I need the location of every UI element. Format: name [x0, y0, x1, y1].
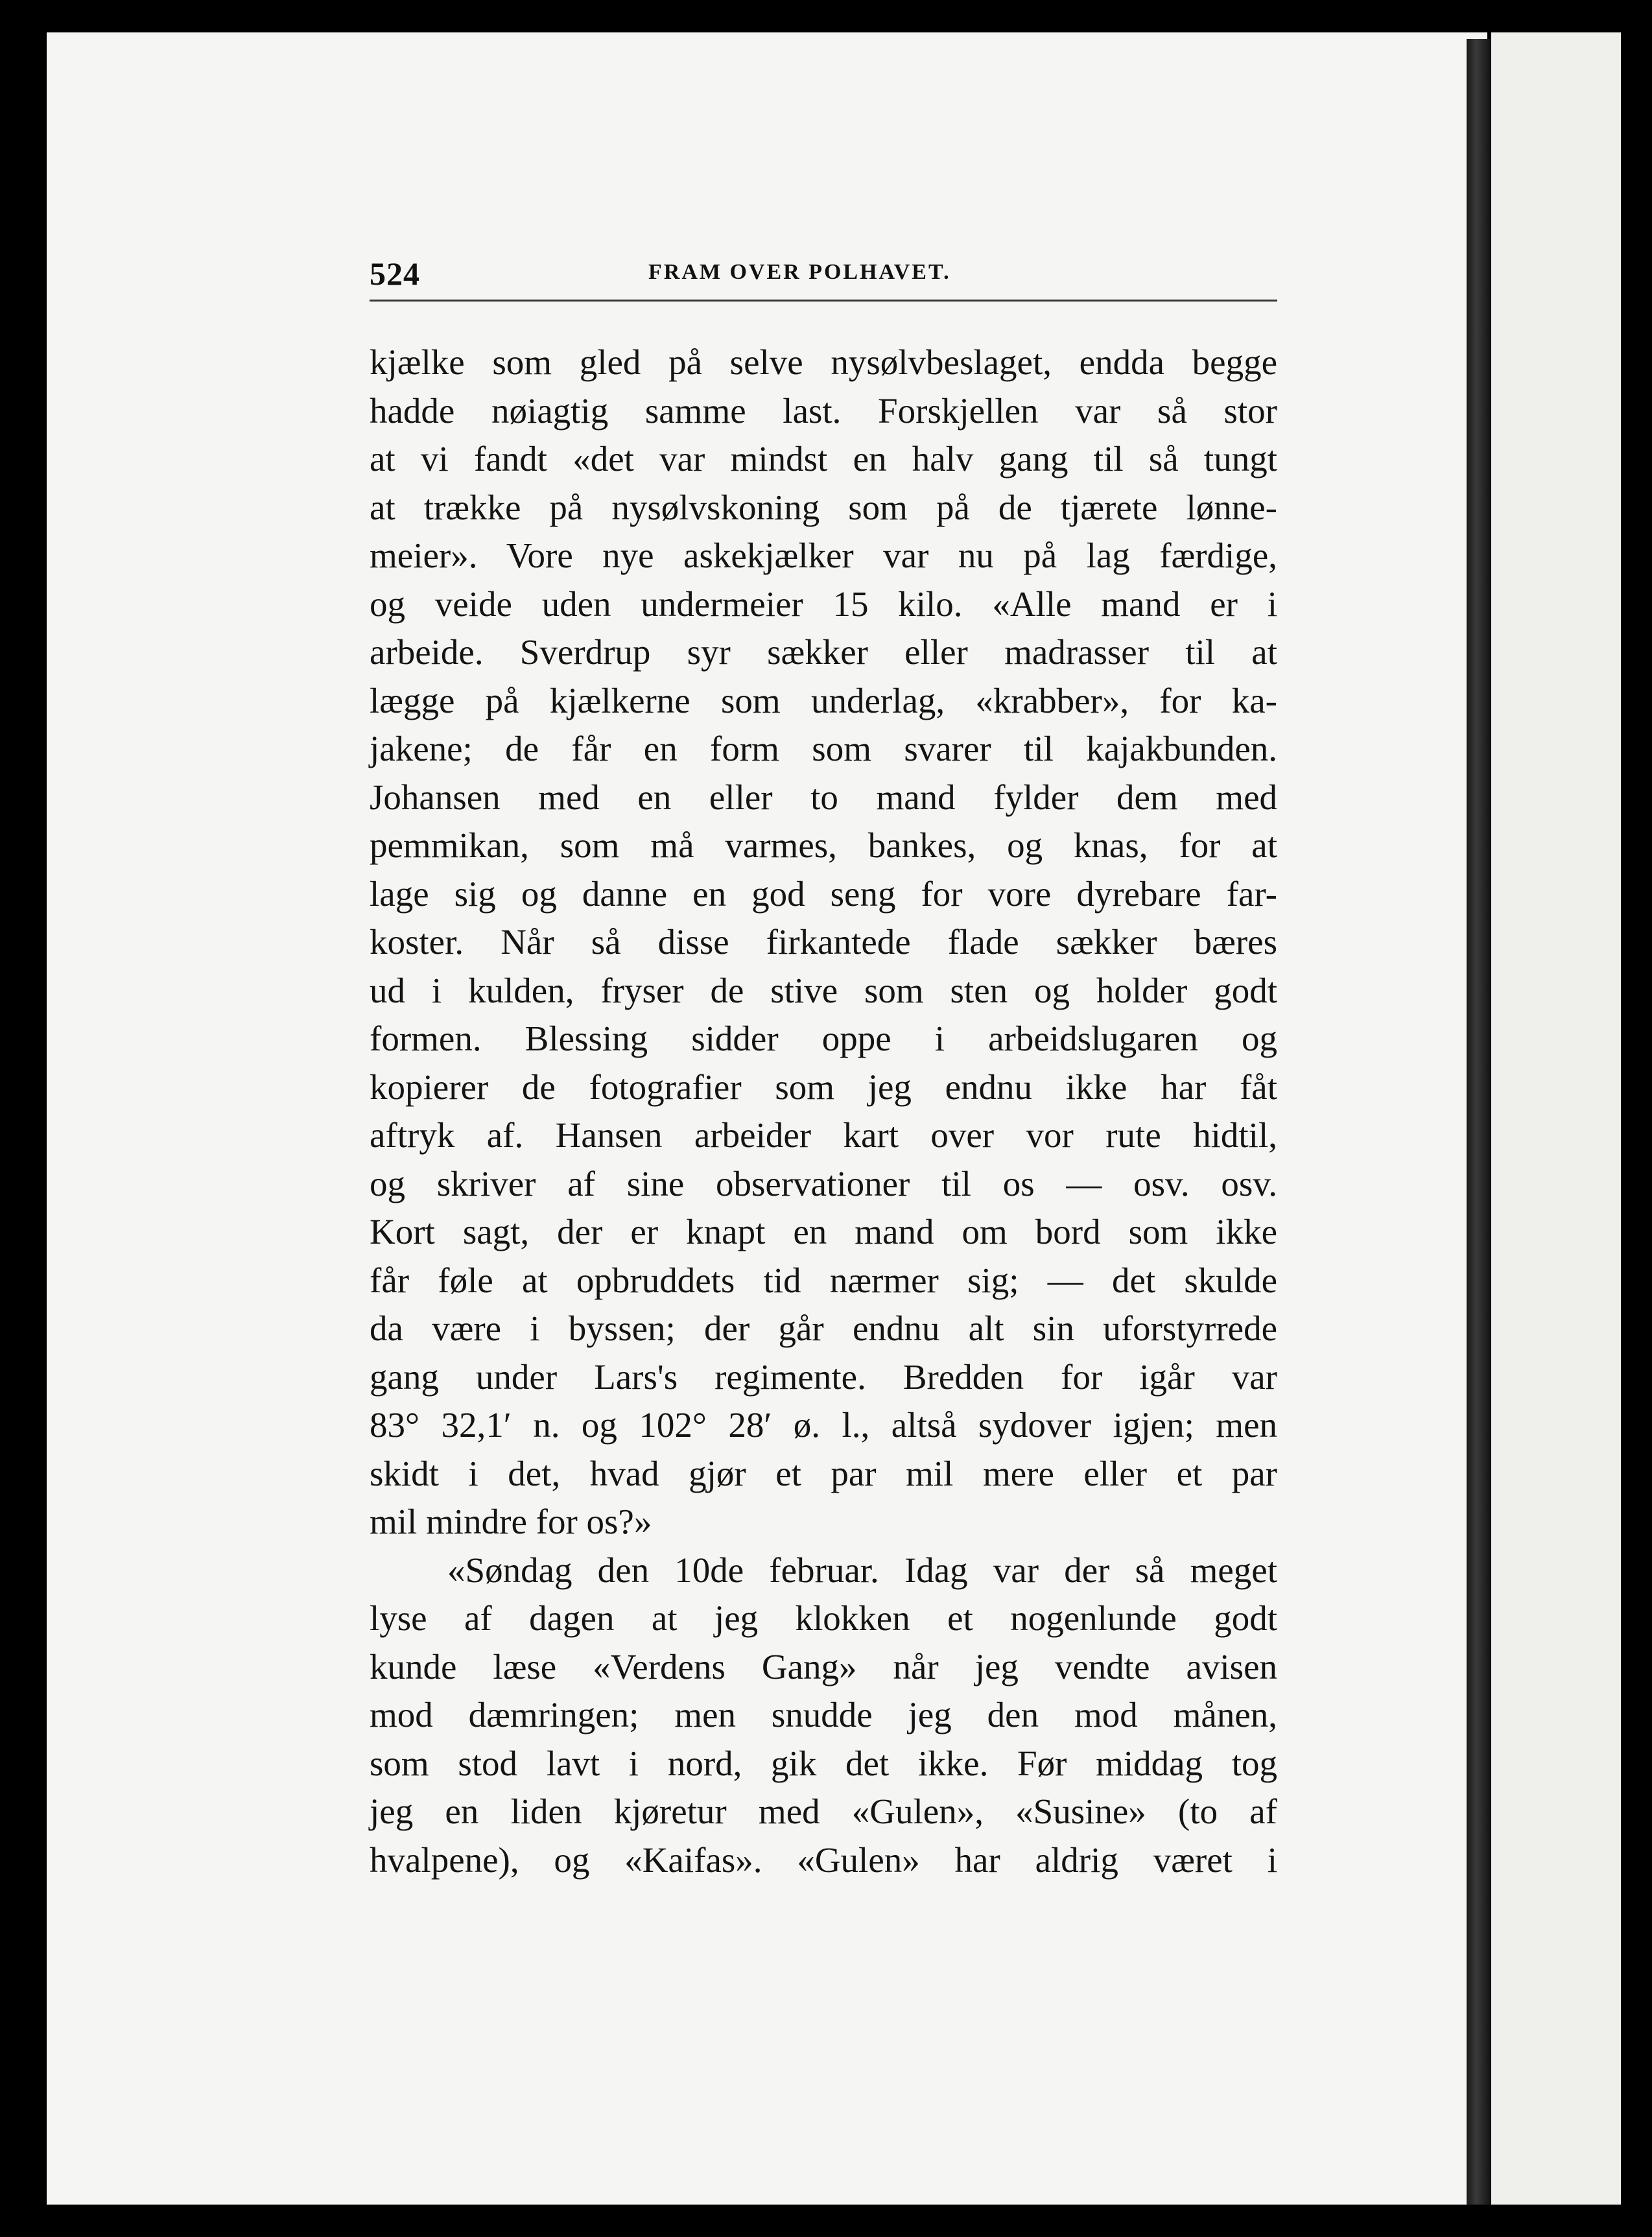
text-line: og veide uden undermeier 15 kilo. «Alle mand er i — [370, 584, 1277, 624]
text-line: og skriver af sine observationer til os — osv. osv. — [370, 1163, 1277, 1203]
text-line: arbeide. Sverdrup syr sækker eller madrasser til at — [370, 632, 1277, 672]
text-line: hadde nøiagtig samme last. Forskjellen var så stor — [370, 390, 1277, 431]
book-gutter — [1467, 39, 1491, 2205]
text-line: ud i kulden, fryser de stive som sten og holder godt — [370, 970, 1277, 1010]
text-line: lyse af dagen at jeg klokken et nogenlunde godt — [370, 1598, 1277, 1638]
text-line: formen. Blessing sidder oppe i arbeidslugaren og — [370, 1019, 1277, 1058]
text-line: lægge på kjælkerne som underlag, «krabber», for ka- — [370, 680, 1277, 720]
text-line: jakene; de får en form som svarer til kajakbunden. — [370, 729, 1277, 768]
text-line: gang under Lars's regimente. Bredden for igår var — [370, 1356, 1277, 1397]
text-line: mil mindre for os?» — [370, 1502, 652, 1541]
text-line: Kort sagt, der er knapt en mand om bord som ikke — [370, 1212, 1277, 1251]
text-line: at trække på nysølvskoning som på de tjærete lønne- — [370, 487, 1277, 527]
text-line: «Søndag den 10de februar. Idag var der så meget — [447, 1550, 1277, 1590]
text-line: koster. Når så disse firkantede flade sækker bæres — [370, 922, 1277, 962]
text-line: hvalpene), og «Kaifas». «Gulen» har aldrig været i — [370, 1840, 1277, 1880]
facing-page-edge — [1491, 32, 1621, 2205]
text-line: 83° 32,1′ n. og 102° 28′ ø. l., altså sydover igjen; men — [370, 1405, 1277, 1445]
text-line: som stod lavt i nord, gik det ikke. Før middag tog — [370, 1743, 1277, 1783]
text-line: at vi fandt «det var mindst en halv gang til så tungt — [370, 439, 1277, 479]
text-line: mod dæmringen; men snudde jeg den mod månen, — [370, 1695, 1277, 1734]
text-line: kjælke som gled på selve nysølvbeslaget, endda begge — [370, 342, 1277, 382]
text-line: da være i byssen; der går endnu alt sin uforstyrrede — [370, 1308, 1277, 1348]
header-rule — [370, 300, 1277, 302]
text-line: jeg en liden kjøretur med «Gulen», «Susine» (to af — [370, 1792, 1277, 1831]
text-line: pemmikan, som må varmes, bankes, og knas, for at — [370, 825, 1277, 865]
text-line: skidt i det, hvad gjør et par mil mere eller et par — [370, 1453, 1277, 1493]
text-line: kunde læse «Verdens Gang» når jeg vendte avisen — [370, 1646, 1277, 1687]
text-line: får føle at opbruddets tid nærmer sig; — det skulde — [370, 1260, 1277, 1300]
running-head — [370, 255, 1277, 294]
text-line: aftryk af. Hansen arbeider kart over vor rute hidtil, — [370, 1115, 1277, 1155]
text-line: lage sig og danne en god seng for vore dyrebare far- — [370, 873, 1277, 914]
text-line: meier». Vore nye askekjælker var nu på lag færdige, — [370, 536, 1277, 575]
body-text — [370, 338, 1277, 1884]
running-title: FRAM OVER POLHAVET. — [648, 260, 951, 284]
text-line: kopierer de fotografier som jeg endnu ikke har fåt — [370, 1067, 1277, 1107]
text-line: Johansen med en eller to mand fylder dem med — [370, 777, 1277, 817]
page-number: 524 — [370, 255, 420, 292]
